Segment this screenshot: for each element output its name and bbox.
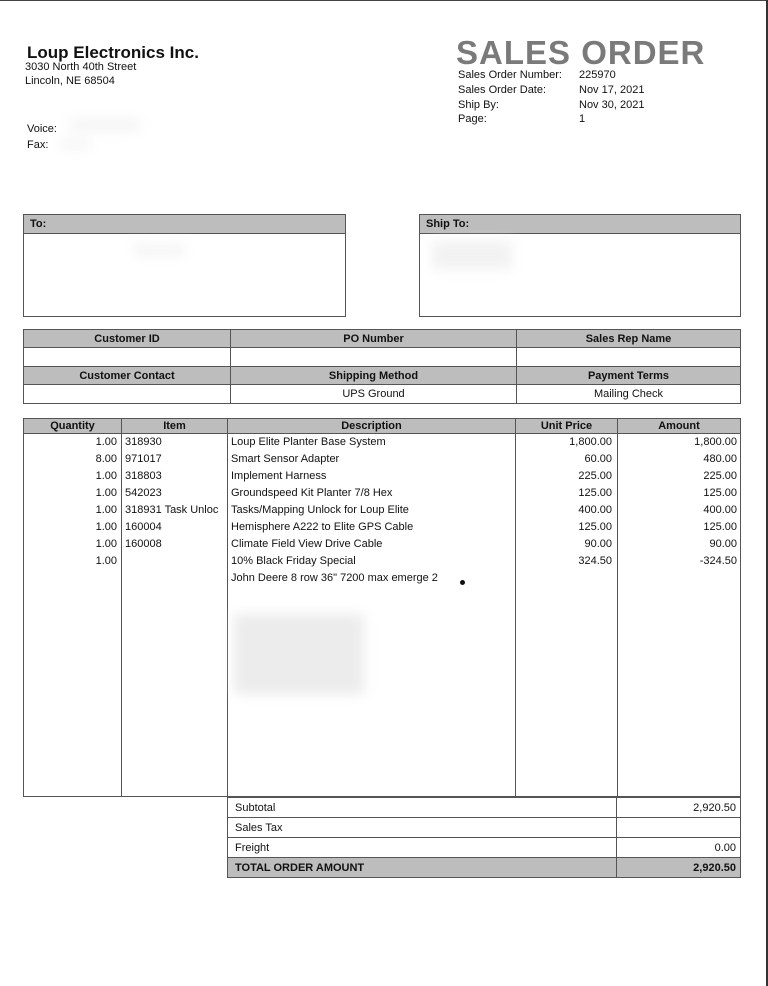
row-item: 160004 <box>125 521 162 533</box>
column-item: Item <box>121 418 228 434</box>
ship-to-label: Ship To: <box>420 215 740 234</box>
row-quantity: 1.00 <box>95 487 117 499</box>
meta-value-ship-by: Nov 30, 2021 <box>579 99 645 111</box>
row-description: Smart Sensor Adapter <box>231 453 340 465</box>
row-amount: 1,800.00 <box>694 436 737 448</box>
bill-to-box <box>23 214 346 317</box>
value-shipping-method: UPS Ground <box>231 385 517 404</box>
page-border-top <box>0 0 768 1</box>
row-unit-price: 1,800.00 <box>569 436 612 448</box>
table-row <box>24 451 742 468</box>
row-description: Implement Harness <box>231 470 327 482</box>
subtotal-label: Subtotal <box>228 798 617 818</box>
row-amount: 125.00 <box>703 521 737 533</box>
row-unit-price: 90.00 <box>584 538 612 550</box>
row-unit-price: 324.50 <box>578 555 612 567</box>
row-description: John Deere 8 row 36" 7200 max emerge 2 <box>231 572 438 584</box>
row-description: Hemisphere A222 to Elite GPS Cable <box>231 521 414 533</box>
column-amount: Amount <box>617 418 741 434</box>
table-row <box>24 502 742 519</box>
table-row <box>24 519 742 536</box>
row-quantity: 8.00 <box>95 453 117 465</box>
ship-to-box <box>419 214 741 317</box>
row-amount: 480.00 <box>703 453 737 465</box>
voice-label: Voice: <box>27 123 57 135</box>
subtotal-value: 2,920.50 <box>617 798 741 818</box>
header-payment-terms: Payment Terms <box>517 367 741 385</box>
meta-label-ship-by: Ship By: <box>458 99 499 111</box>
row-amount: -324.50 <box>699 555 737 567</box>
row-description: Tasks/Mapping Unlock for Loup Elite <box>231 504 409 516</box>
meta-value-page: 1 <box>579 113 586 125</box>
freight-label: Freight <box>228 838 617 858</box>
meta-value-order-number: 225970 <box>579 69 616 81</box>
redacted-voice <box>70 120 140 130</box>
company-name: Loup Electronics Inc. <box>27 43 199 62</box>
items-table-header <box>23 418 741 434</box>
company-address-line1: 3030 North 40th Street <box>25 61 137 73</box>
value-sales-rep <box>517 348 741 367</box>
value-po-number <box>231 348 517 367</box>
value-customer-contact <box>24 385 231 404</box>
table-row <box>24 485 742 502</box>
row-quantity: 1.00 <box>95 538 117 550</box>
value-payment-terms: Mailing Check <box>517 385 741 404</box>
fax-label: Fax: <box>27 139 49 151</box>
column-quantity: Quantity <box>23 418 122 434</box>
column-description: Description <box>227 418 516 434</box>
meta-label-order-number: Sales Order Number: <box>458 69 562 81</box>
totals-table <box>227 797 741 878</box>
header-po-number: PO Number <box>231 330 517 348</box>
row-item: 318931 Task Unloc <box>125 504 219 516</box>
row-unit-price: 400.00 <box>578 504 612 516</box>
redacted-ship-to <box>432 241 512 269</box>
row-unit-price: 225.00 <box>578 470 612 482</box>
row-description: 10% Black Friday Special <box>231 555 356 567</box>
items-table-body <box>23 434 741 797</box>
row-amount: 90.00 <box>709 538 737 550</box>
header-sales-rep: Sales Rep Name <box>517 330 741 348</box>
sales-tax-label: Sales Tax <box>228 818 617 838</box>
row-item: 971017 <box>125 453 162 465</box>
row-description: Groundspeed Kit Planter 7/8 Hex <box>231 487 393 499</box>
bill-to-label: To: <box>24 215 345 234</box>
bullet-dot <box>460 580 465 585</box>
row-quantity: 1.00 <box>95 436 117 448</box>
row-item: 318803 <box>125 470 162 482</box>
total-order-amount-label: TOTAL ORDER AMOUNT <box>228 858 617 878</box>
row-unit-price: 60.00 <box>584 453 612 465</box>
table-row <box>24 536 742 553</box>
table-row <box>24 434 742 451</box>
header-shipping-method: Shipping Method <box>231 367 517 385</box>
row-quantity: 1.00 <box>95 555 117 567</box>
column-unit-price: Unit Price <box>515 418 618 434</box>
row-quantity: 1.00 <box>95 470 117 482</box>
row-item: 542023 <box>125 487 162 499</box>
meta-value-order-date: Nov 17, 2021 <box>579 84 645 96</box>
value-customer-id <box>24 348 231 367</box>
meta-label-page: Page: <box>458 113 487 125</box>
freight-value: 0.00 <box>617 838 741 858</box>
row-quantity: 1.00 <box>95 504 117 516</box>
row-description: Loup Elite Planter Base System <box>231 436 386 448</box>
redacted-bill-to <box>134 245 184 255</box>
row-amount: 225.00 <box>703 470 737 482</box>
order-info-table <box>23 329 741 404</box>
document-title: SALES ORDER <box>456 34 706 71</box>
row-quantity: 1.00 <box>95 521 117 533</box>
sales-tax-value <box>617 818 741 838</box>
table-row <box>24 553 742 570</box>
company-address-line2: Lincoln, NE 68504 <box>25 75 115 87</box>
total-order-amount-value: 2,920.50 <box>617 858 741 878</box>
row-description: Climate Field View Drive Cable <box>231 538 383 550</box>
header-customer-id: Customer ID <box>24 330 231 348</box>
table-row <box>24 468 742 485</box>
row-amount: 125.00 <box>703 487 737 499</box>
row-unit-price: 125.00 <box>578 487 612 499</box>
header-customer-contact: Customer Contact <box>24 367 231 385</box>
row-unit-price: 125.00 <box>578 521 612 533</box>
row-item: 318930 <box>125 436 162 448</box>
table-row <box>24 570 742 587</box>
meta-label-order-date: Sales Order Date: <box>458 84 547 96</box>
redacted-notes <box>234 614 364 694</box>
redacted-fax <box>60 140 90 148</box>
row-amount: 400.00 <box>703 504 737 516</box>
row-item: 160008 <box>125 538 162 550</box>
